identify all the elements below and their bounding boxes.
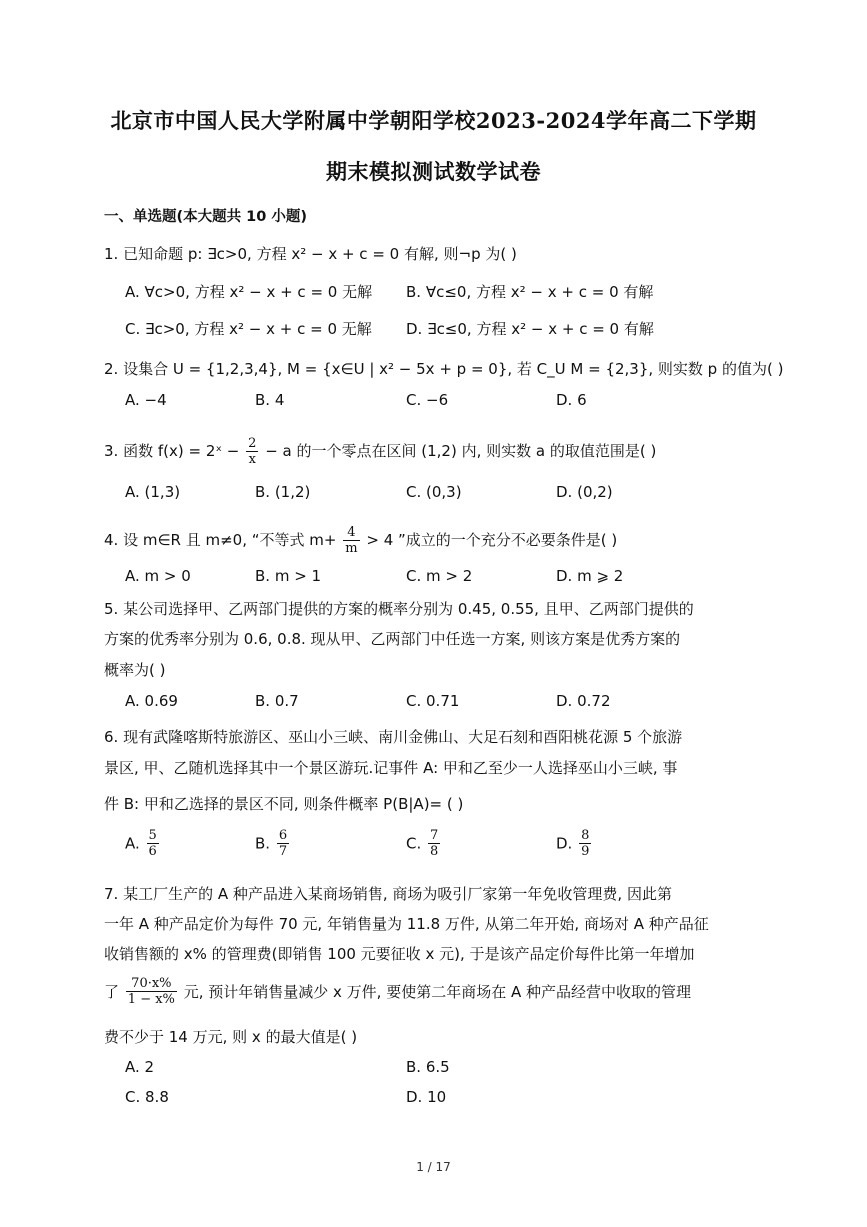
q6-option-c-fraction (428, 828, 440, 859)
q2-stem: 2. 设集合 U = {1,2,3,4}, M = {x∈U | x² − 5x + p = 0}, 若 C_U M = {2,3}, 则实数 p 的值为( ) (104, 360, 784, 378)
q2-option-c: C. −6 (406, 391, 449, 409)
q6-a-num: 5 (148, 828, 157, 843)
q4-option-d: D. m ⩾ 2 (556, 567, 624, 585)
q6-d-num: 8 (581, 828, 590, 843)
q7-option-a: A. 2 (125, 1058, 155, 1076)
page-title-line2: 期末模拟测试数学试卷 (326, 159, 541, 184)
q1-option-d: D. ∃c≤0, 方程 x² − x + c = 0 有解 (406, 320, 654, 338)
q4-option-c: C. m > 2 (406, 567, 473, 585)
q3-option-c: C. (0,3) (406, 483, 462, 501)
q2-option-b: B. 4 (255, 391, 285, 409)
page-number: 1 / 17 (416, 1160, 451, 1174)
q5-option-c: C. 0.71 (406, 692, 460, 710)
q2-option-a: A. −4 (125, 391, 167, 409)
q7-option-b: B. 6.5 (406, 1058, 450, 1076)
q1-stem: 1. 已知命题 p: ∃c>0, 方程 x² − x + c = 0 有解, 则¬p 为( ) (104, 245, 517, 263)
q6-a-den: 6 (148, 844, 157, 859)
q4-option-a: A. m > 0 (125, 567, 191, 585)
q6-option-b-label: B. (255, 834, 271, 853)
q6-d-den: 9 (581, 844, 590, 859)
q5-line1: 5. 某公司选择甲、乙两部门提供的方案的概率分别为 0.45, 0.55, 且甲、乙两部门提供的 (104, 600, 694, 618)
q5-line3: 概率为( ) (104, 661, 166, 679)
q7-line5: 费不少于 14 万元, 则 x 的最大值是( ) (104, 1028, 358, 1046)
q6-option-a-label: A. (125, 834, 140, 853)
q7-option-d: D. 10 (406, 1088, 447, 1106)
q3-frac-num: 2 (248, 436, 257, 451)
q4-fraction (343, 525, 359, 556)
q6-option-c-label: C. (406, 834, 422, 853)
q5-line2: 方案的优秀率分别为 0.6, 0.8. 现从甲、乙两部门中任选一方案, 则该方案是优秀方案的 (104, 630, 681, 648)
q7-line4 (104, 976, 691, 1007)
q6-c-num: 7 (430, 828, 439, 843)
q2-option-d: D. 6 (556, 391, 587, 409)
q7-frac-num: 70·x% (126, 976, 177, 992)
q5-option-b: B. 0.7 (255, 692, 299, 710)
q7-line2: 一年 A 种产品定价为每件 70 元, 年销售量为 11.8 万件, 从第二年开始, 商场对 A 种产品征 (104, 915, 709, 933)
q6-option-c (406, 828, 442, 859)
q3-option-d: D. (0,2) (556, 483, 613, 501)
q3-stem-pre: 3. 函数 f(x) = 2ˣ − (104, 442, 240, 460)
q4-option-b: B. m > 1 (255, 567, 322, 585)
q3-frac-den: x (248, 452, 256, 467)
q7-line4-post: 元, 预计年销售量减少 x 万件, 要使第二年商场在 A 种产品经营中收取的管理 (183, 983, 691, 1001)
q6-b-num: 6 (278, 828, 288, 843)
q6-option-a-fraction (147, 828, 159, 859)
q1-option-b: B. ∀c≤0, 方程 x² − x + c = 0 有解 (406, 283, 654, 301)
q6-option-a (125, 828, 161, 859)
q6-c-den: 8 (430, 844, 439, 859)
q6-b-den: 7 (278, 844, 288, 859)
q5-option-d: D. 0.72 (556, 692, 611, 710)
q6-option-b-fraction (277, 828, 289, 859)
q1-option-a: A. ∀c>0, 方程 x² − x + c = 0 无解 (125, 283, 373, 301)
q7-frac-den: 1 − x% (127, 992, 175, 1007)
q3-fraction (246, 436, 258, 467)
section-heading: 一、单选题(本大题共 10 小题) (104, 209, 308, 225)
q5-option-a: A. 0.69 (125, 692, 178, 710)
q6-line1: 6. 现有武隆喀斯特旅游区、巫山小三峡、南川金佛山、大足石刻和酉阳桃花源 5 个旅游 (104, 728, 683, 746)
q4-stem-post: > 4 ”成立的一个充分不必要条件是( ) (366, 531, 618, 549)
q3-stem (104, 436, 656, 467)
q6-option-d (556, 828, 593, 859)
q6-option-b (255, 828, 291, 859)
q3-option-a: A. (1,3) (125, 483, 181, 501)
q3-stem-post: − a 的一个零点在区间 (1,2) 内, 则实数 a 的取值范围是( ) (265, 442, 657, 460)
q7-line4-pre: 了 (104, 983, 120, 1001)
q6-line2: 景区, 甲、乙随机选择其中一个景区游玩.记事件 A: 甲和乙至少一人选择巫山小三峡, 事 (104, 759, 678, 777)
q4-frac-den: m (345, 541, 358, 556)
q7-line3: 收销售额的 x% 的管理费(即销售 100 元要征收 x 元), 于是该产品定价每件比第一年增加 (104, 945, 695, 963)
q4-frac-num: 4 (343, 525, 359, 541)
q6-option-d-label: D. (556, 834, 573, 853)
q1-option-c: C. ∃c>0, 方程 x² − x + c = 0 无解 (125, 320, 372, 338)
q7-option-c: C. 8.8 (125, 1088, 169, 1106)
q3-option-b: B. (1,2) (255, 483, 311, 501)
q4-stem-pre: 4. 设 m∈R 且 m≠0, “不等式 m+ (104, 531, 337, 549)
q4-stem (104, 525, 617, 556)
q6-option-d-fraction (579, 828, 591, 859)
q7-fraction (126, 976, 177, 1007)
q6-line3: 件 B: 甲和乙选择的景区不同, 则条件概率 P(B|A)= ( ) (104, 795, 464, 813)
page-title-line1: 北京市中国人民大学附属中学朝阳学校2023-2024学年高二下学期 (110, 108, 757, 133)
q7-line1: 7. 某工厂生产的 A 种产品进入某商场销售, 商场为吸引厂家第一年免收管理费, 因此第 (104, 885, 672, 903)
